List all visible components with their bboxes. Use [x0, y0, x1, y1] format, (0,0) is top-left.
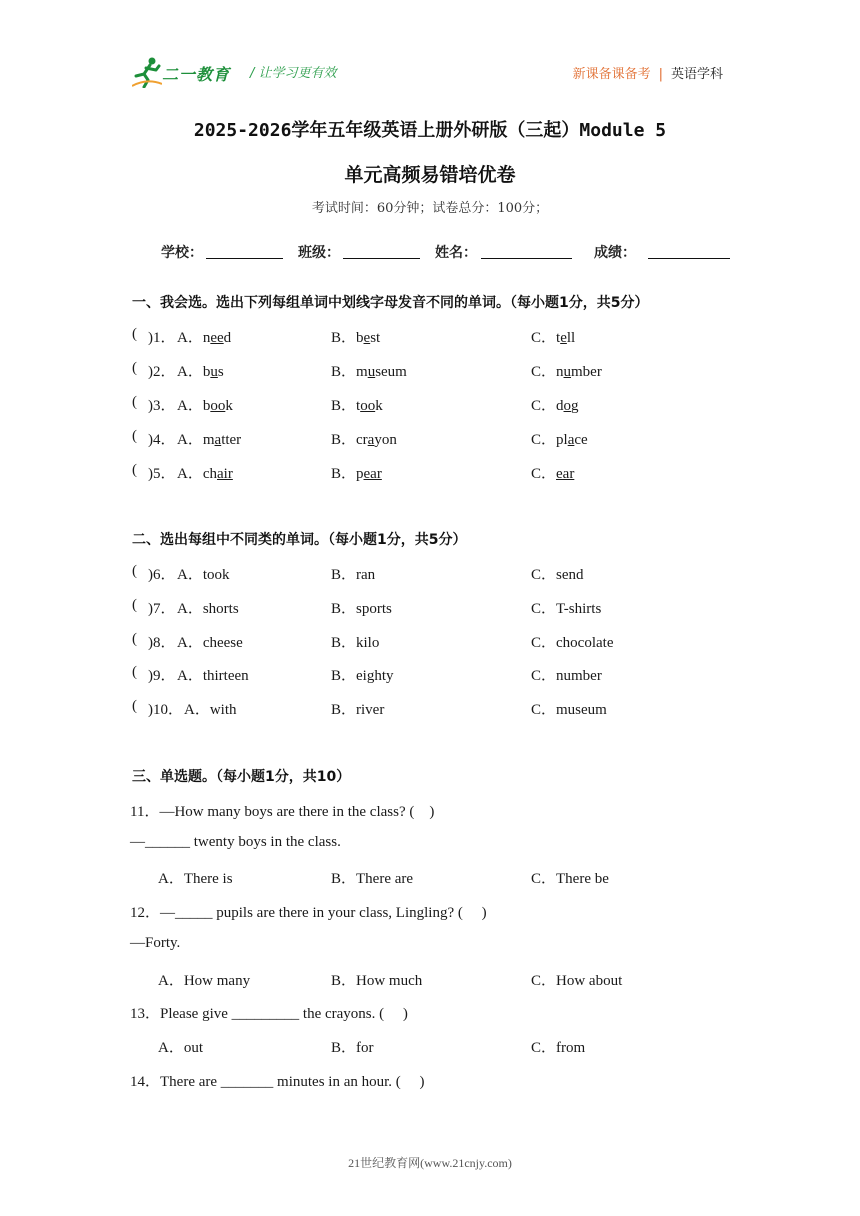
- option-a: A．need: [177, 330, 232, 346]
- question-number: )9．: [148, 668, 176, 684]
- header-subtitle: 新课备课备考: [572, 67, 651, 82]
- option-b: B．took: [331, 398, 383, 414]
- option-a: A．cheese: [177, 635, 243, 651]
- option-c: C．number: [531, 364, 602, 380]
- option-c: C．tell: [531, 330, 576, 346]
- page-subtitle: 单元高频易错培优卷: [344, 164, 516, 186]
- slogan: / 让学习更有效: [250, 66, 337, 81]
- option-c: C．T-shirts: [531, 601, 602, 617]
- option-c: C．send: [531, 567, 584, 583]
- option-b: B．museum: [331, 364, 407, 380]
- section-heading: 二、选出每组中不同类的单词。（每小题1分，共5分）: [132, 532, 467, 548]
- option-b: B．How much: [331, 973, 423, 989]
- section-heading: 三、单选题。（每小题1分，共10）: [132, 769, 351, 785]
- header-right: [573, 63, 723, 82]
- school-blank[interactable]: [206, 258, 283, 259]
- option-b: B．There are: [331, 871, 414, 887]
- option-c: C．chocolate: [531, 635, 614, 651]
- option-a: A．with: [184, 702, 237, 718]
- answer-paren[interactable]: (: [132, 563, 137, 579]
- option-b: B．river: [331, 702, 385, 718]
- question-row: [0, 462, 860, 482]
- option-a: A．matter: [177, 432, 242, 448]
- answer-paren[interactable]: (: [132, 631, 137, 647]
- answer-paren[interactable]: (: [132, 664, 137, 680]
- question-row: [0, 394, 860, 414]
- option-b: B．sports: [331, 601, 392, 617]
- question-number: )7．: [148, 601, 176, 617]
- answer-paren[interactable]: (: [132, 462, 137, 478]
- question-stem: 14．There are _______ minutes in an hour. ( ): [130, 1074, 425, 1090]
- logo-text: 二一教育: [162, 65, 231, 84]
- option-a: A．book: [177, 398, 233, 414]
- answer-paren[interactable]: (: [132, 428, 137, 444]
- header-separator: |: [658, 67, 663, 82]
- question-row: [0, 631, 860, 651]
- question-row: [0, 597, 860, 617]
- school-label: 学校：: [161, 245, 203, 261]
- question-stem: 11．—How many boys are there in the class? ( ): [130, 804, 435, 820]
- option-a: A．thirteen: [177, 668, 249, 684]
- answer-paren[interactable]: (: [132, 394, 137, 410]
- page-title: 2025-2026学年五年级英语上册外研版（三起）Module 5: [193, 120, 667, 141]
- score-blank[interactable]: [648, 258, 730, 259]
- exam-info: 考试时间：60分钟；试卷总分：100分；: [311, 201, 549, 216]
- option-b: B．for: [331, 1040, 374, 1056]
- question-number: )6．: [148, 567, 176, 583]
- option-c: C．How about: [531, 973, 623, 989]
- option-c: C．dog: [531, 398, 579, 414]
- question-number: )10．: [148, 702, 183, 718]
- option-b: B．eighty: [331, 668, 394, 684]
- option-b: B．pear: [331, 466, 382, 482]
- answer-paren[interactable]: (: [132, 597, 137, 613]
- question-line: —Forty.: [130, 935, 181, 951]
- question-stem: 13．Please give _________ the crayons. ( ): [130, 1006, 408, 1022]
- question-row: [0, 326, 860, 346]
- option-a: A．There is: [158, 871, 233, 887]
- answer-paren[interactable]: (: [132, 360, 137, 376]
- class-blank[interactable]: [343, 258, 420, 259]
- option-b: B．ran: [331, 567, 376, 583]
- question-row: [0, 360, 860, 380]
- section-heading: 一、我会选。选出下列每组单词中划线字母发音不同的单词。（每小题1分，共5分）: [132, 295, 649, 311]
- question-number: )5．: [148, 466, 176, 482]
- name-label: 姓名：: [435, 245, 477, 261]
- question-row: [0, 563, 860, 583]
- footer-link[interactable]: 21世纪教育网(www.21cnjy.com): [348, 1156, 512, 1170]
- question-stem: 12．—_____ pupils are there in your class, Lingling? ( ): [130, 905, 487, 921]
- runner-logo-icon: [132, 56, 162, 88]
- question-number: )1．: [148, 330, 176, 346]
- question-number: )8．: [148, 635, 176, 651]
- question-line: —______ twenty boys in the class.: [130, 834, 341, 850]
- question-number: )4．: [148, 432, 176, 448]
- option-c: C．museum: [531, 702, 607, 718]
- option-b: B．kilo: [331, 635, 380, 651]
- question-row: [0, 664, 860, 684]
- question-number: )3．: [148, 398, 176, 414]
- option-a: A．How many: [158, 973, 251, 989]
- question-number: )2．: [148, 364, 176, 380]
- question-row: [0, 428, 860, 448]
- answer-paren[interactable]: (: [132, 326, 137, 342]
- header-subject: 英语学科: [670, 67, 723, 82]
- option-c: C．place: [531, 432, 588, 448]
- option-b: B．best: [331, 330, 381, 346]
- option-a: A．out: [158, 1040, 204, 1056]
- class-label: 班级：: [298, 245, 340, 261]
- option-a: A．shorts: [177, 601, 239, 617]
- logo: [132, 56, 240, 90]
- option-c: C．from: [531, 1040, 586, 1056]
- answer-paren[interactable]: (: [132, 698, 137, 714]
- name-blank[interactable]: [481, 258, 572, 259]
- option-b: B．crayon: [331, 432, 397, 448]
- option-a: A．bus: [177, 364, 224, 380]
- option-c: C．number: [531, 668, 602, 684]
- option-a: A．took: [177, 567, 230, 583]
- score-label: 成绩：: [594, 245, 636, 261]
- option-c: C．ear: [531, 466, 575, 482]
- question-row: [0, 698, 860, 718]
- option-c: C．There be: [531, 871, 609, 887]
- option-a: A．chair: [177, 466, 233, 482]
